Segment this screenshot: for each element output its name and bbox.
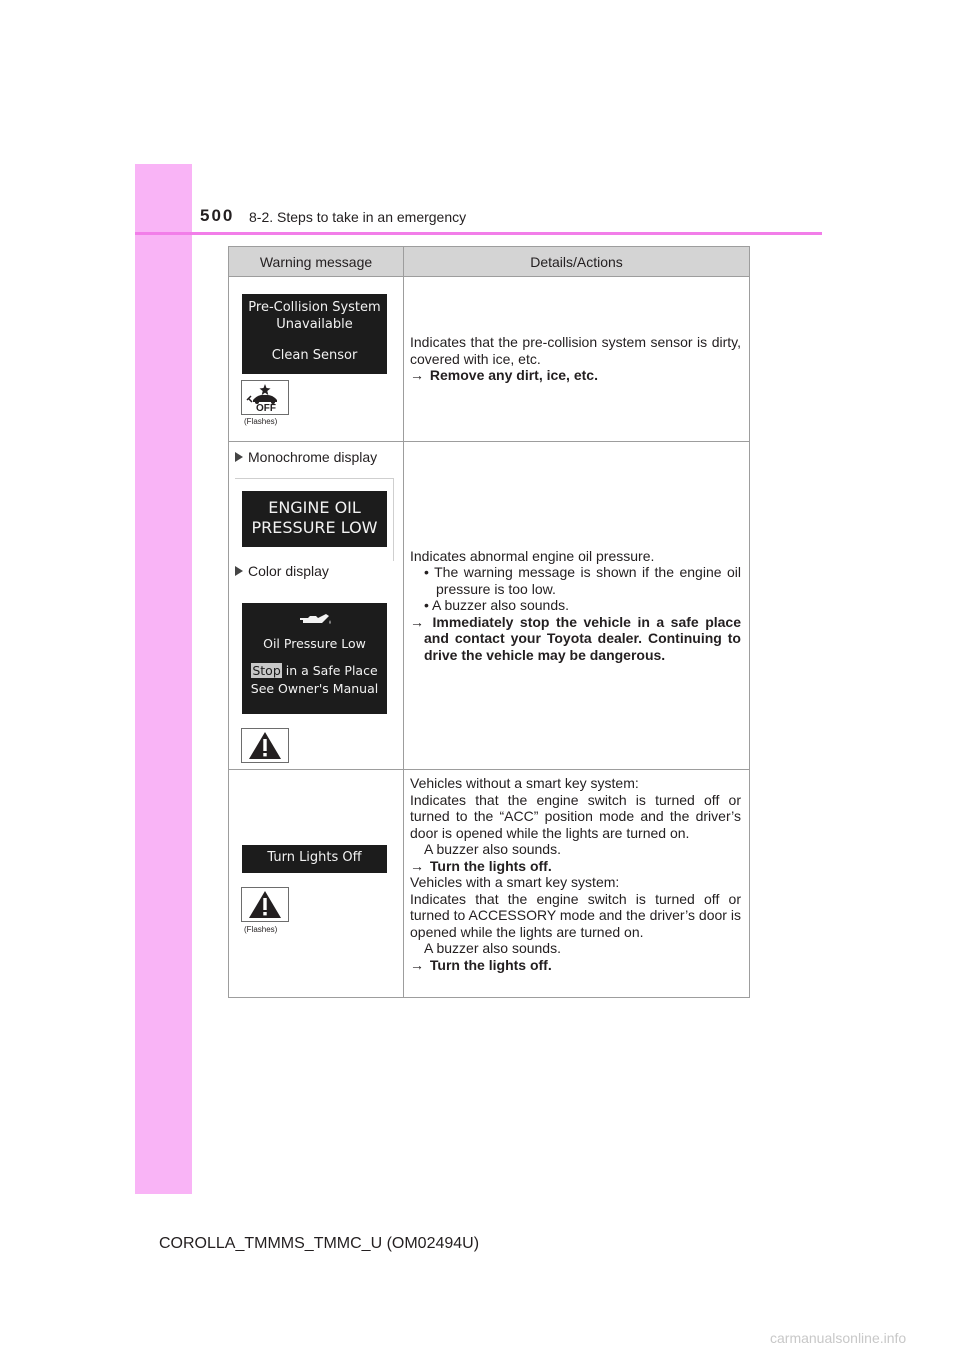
header-rule bbox=[135, 232, 822, 235]
flashes-caption: (Flashes) bbox=[244, 417, 278, 426]
engine-oil-mono-display bbox=[242, 491, 387, 547]
bullet-item: • The warning message is shown if the engine oil pressure is too low. bbox=[424, 564, 741, 597]
action-text bbox=[410, 957, 741, 974]
display-line: Pre-Collision System bbox=[248, 300, 381, 315]
subheading: Vehicles with a smart key system: bbox=[410, 874, 620, 890]
table-row bbox=[229, 442, 750, 770]
warning-cell bbox=[229, 442, 404, 770]
arrow-icon: → bbox=[410, 613, 424, 630]
triangle-bullet-icon bbox=[235, 452, 243, 462]
description: Indicates that the engine switch is turned off or turned to the “ACC” position mode and the driver’s door is opened while the lights are turned on. bbox=[410, 791, 741, 841]
monochrome-display-label bbox=[235, 449, 377, 465]
icon-off-text: OFF bbox=[256, 403, 276, 414]
warning-triangle-icon bbox=[241, 728, 289, 763]
display-line: ENGINE OIL bbox=[268, 498, 361, 517]
turn-lights-off-display bbox=[242, 845, 387, 873]
action-text bbox=[410, 367, 741, 384]
warning-cell bbox=[229, 770, 404, 998]
display-text: in a Safe Place bbox=[281, 663, 378, 678]
warning-table bbox=[228, 246, 750, 998]
table-row bbox=[229, 770, 750, 998]
table-row bbox=[229, 277, 750, 442]
display-line: See Owner's Manual bbox=[250, 681, 379, 696]
arrow-icon: → bbox=[410, 956, 424, 973]
bullet-item: • A buzzer also sounds. bbox=[424, 597, 569, 614]
label-text: Color display bbox=[248, 563, 329, 579]
display-line: Clean Sensor bbox=[271, 348, 358, 363]
action-label: Remove any dirt, ice, etc. bbox=[429, 367, 598, 384]
oil-pressure-color-display bbox=[242, 603, 387, 714]
pink-side-tab bbox=[135, 164, 192, 1194]
pre-collision-display bbox=[242, 294, 387, 374]
action-label: Turn the lights off. bbox=[429, 956, 552, 973]
action-text bbox=[410, 858, 741, 875]
action-label: Immediately stop the vehicle in a safe place and contact your Toyota dealer. Continuing to drive the vehicle may be dangerous. bbox=[424, 613, 741, 663]
display-line: Oil Pressure Low bbox=[263, 636, 366, 651]
description: Indicates that the engine switch is turned off or turned to ACCESSORY mode and the driver’s door is opened while the lights are turned on. bbox=[410, 890, 741, 940]
arrow-icon: → bbox=[410, 367, 424, 384]
column-header-details: Details/Actions bbox=[404, 247, 750, 277]
color-display-label bbox=[235, 563, 329, 579]
display-line bbox=[242, 663, 387, 678]
details-cell bbox=[404, 277, 750, 442]
table-header-row bbox=[229, 247, 750, 277]
subheading: Vehicles without a smart key system: bbox=[410, 775, 639, 791]
action-text bbox=[410, 614, 741, 664]
description: Indicates abnormal engine oil pressure. bbox=[410, 547, 655, 564]
oil-can-icon bbox=[296, 608, 334, 632]
column-header-warning: Warning message bbox=[229, 247, 404, 277]
label-text: Monochrome display bbox=[248, 449, 378, 465]
stop-highlight: Stop bbox=[252, 663, 281, 678]
document-code: COROLLA_TMMMS_TMMC_U (OM02494U) bbox=[159, 1235, 480, 1252]
warning-cell bbox=[229, 277, 404, 442]
action-label: Turn the lights off. bbox=[429, 857, 552, 874]
buzzer-note: A buzzer also sounds. bbox=[424, 940, 561, 956]
page-number: 500 bbox=[200, 206, 235, 225]
warning-triangle-icon bbox=[241, 887, 289, 922]
pre-collision-off-icon bbox=[241, 380, 289, 415]
arrow-icon: → bbox=[410, 857, 424, 874]
details-cell bbox=[404, 770, 750, 998]
display-line: PRESSURE LOW bbox=[251, 518, 378, 537]
description: Indicates that the pre-collision system sensor is dirty, covered with ice, etc. bbox=[410, 334, 741, 367]
triangle-bullet-icon bbox=[235, 566, 243, 576]
buzzer-note: A buzzer also sounds. bbox=[424, 841, 561, 857]
watermark: carmanualsonline.info bbox=[770, 1330, 907, 1346]
display-line: Turn Lights Off bbox=[267, 850, 362, 865]
section-title: 8-2. Steps to take in an emergency bbox=[249, 209, 467, 225]
flashes-caption: (Flashes) bbox=[244, 925, 278, 934]
details-cell bbox=[404, 442, 750, 770]
display-line: Unavailable bbox=[276, 317, 353, 332]
